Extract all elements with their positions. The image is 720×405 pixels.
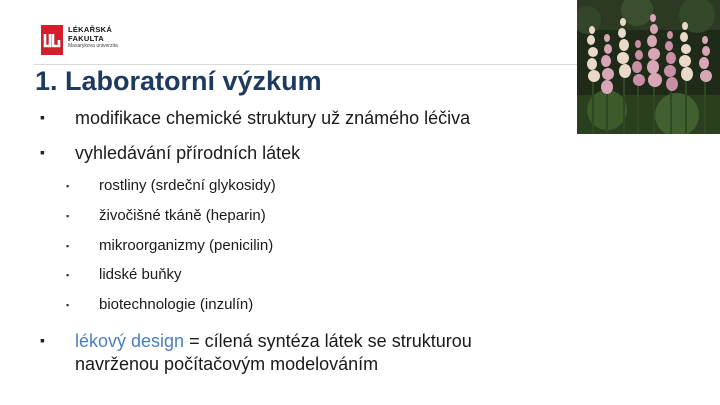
sub-bullet-marker: ▪	[66, 241, 70, 251]
logo-text	[68, 26, 118, 49]
sub-bullet-human-cells: lidské buňky	[99, 266, 182, 283]
logo-line-2: FAKULTA	[68, 33, 104, 43]
bullet-natural-substances: vyhledávání přírodních látek	[75, 143, 301, 163]
bullet-modification: modifikace chemické struktury už známého léčiva	[75, 108, 471, 128]
bullet-marker: ▪	[40, 109, 45, 125]
drug-design-highlight: lékový design	[75, 331, 185, 351]
sub-bullet-biotechnology: biotechnologie (inzulín)	[99, 296, 254, 313]
sub-bullet-microorganisms: mikroorganizmy (penicilin)	[99, 237, 274, 254]
logo-line-3: Masarykova univerzita	[68, 43, 118, 49]
foxglove-flowers-photo	[577, 0, 720, 134]
sub-bullet-animal-tissue: živočišné tkáně (heparin)	[99, 207, 266, 224]
university-logo-icon	[41, 25, 63, 55]
sub-bullet-marker: ▪	[66, 300, 70, 310]
faculty-logo	[41, 25, 161, 55]
bullet-marker: ▪	[40, 144, 45, 160]
logo-line-1: LÉKAŘSKÁ	[68, 25, 113, 34]
drug-design-definition-line2: navrženou počítačovým modelováním	[75, 354, 379, 374]
bullet-marker: ▪	[40, 332, 45, 348]
drug-design-definition: = cílená syntéza látek se strukturou	[184, 331, 472, 351]
sub-bullet-marker: ▪	[66, 270, 70, 280]
sub-bullet-marker: ▪	[66, 181, 70, 191]
bullet-drug-design	[75, 330, 472, 376]
sub-bullet-plants: rostliny (srdeční glykosidy)	[99, 177, 276, 194]
sub-bullet-marker: ▪	[66, 211, 70, 221]
slide-title: 1. Laboratorní výzkum	[35, 66, 322, 96]
